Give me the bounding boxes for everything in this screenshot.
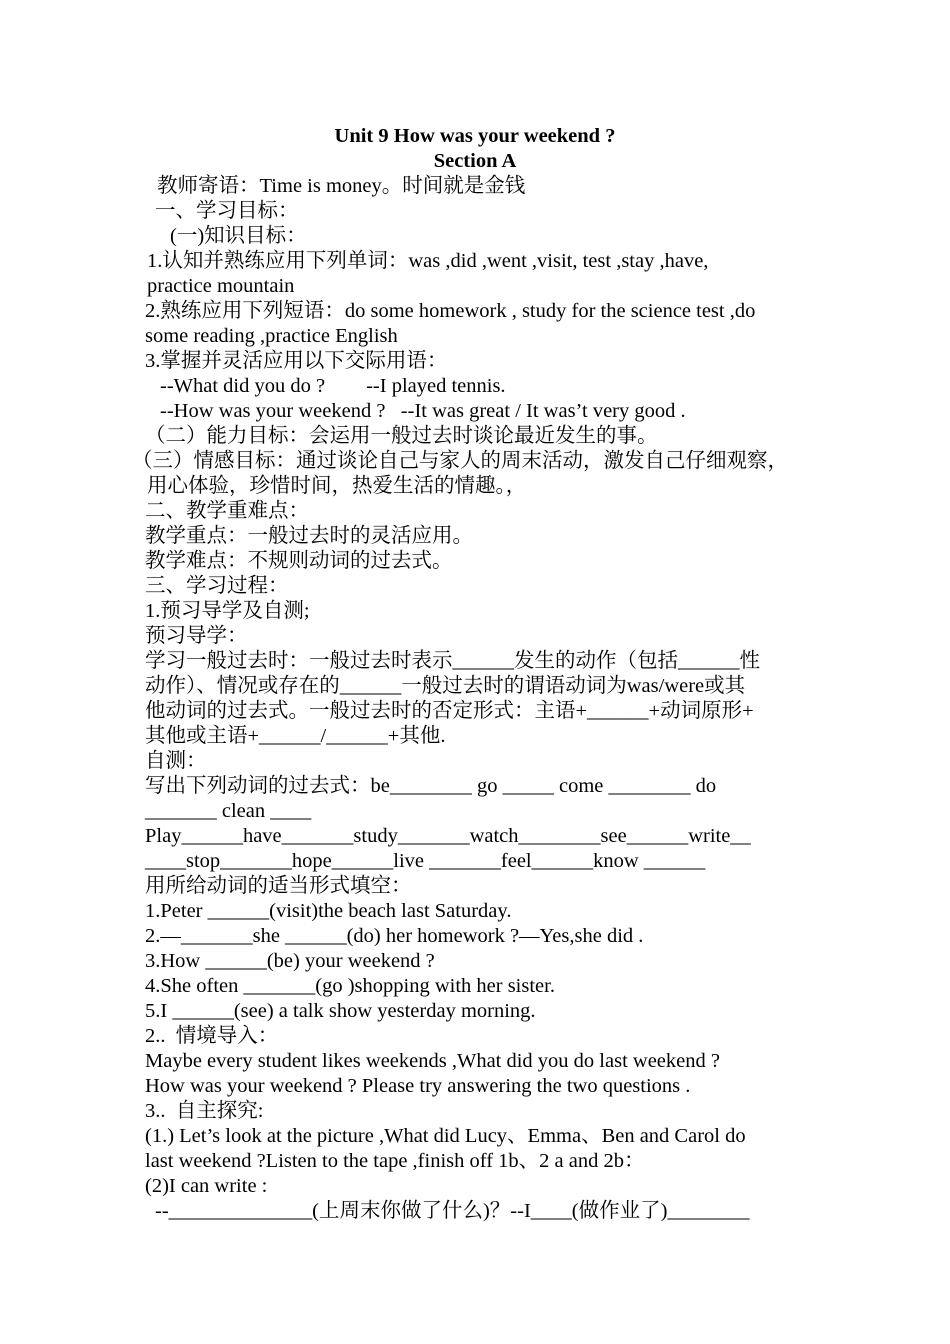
exercise-line: ____stop_______hope______live _______feel______know ______ xyxy=(145,850,706,872)
section-heading: Section A xyxy=(433,150,517,172)
text-line: 他动词的过去式。一般过去时的否定形式：主语+______+动词原形+ xyxy=(145,700,754,722)
text-line: 1.预习导学及自测; xyxy=(145,600,310,622)
dialogue-line: --What did you do ? --I played tennis. xyxy=(160,375,506,397)
heading-learning-process: 三、学习过程： xyxy=(145,575,289,597)
text-line: 用心体验，珍惜时间，热爱生活的情趣。， xyxy=(147,475,527,497)
exercise-line: _______ clean ____ xyxy=(145,800,312,822)
text-line: Maybe every student likes weekends ,What did you do last weekend ? xyxy=(145,1050,720,1072)
text-line: 学习一般过去时：一般过去时表示______发生的动作（包括______性 xyxy=(145,650,760,672)
heading-key-points: 二、教学重难点： xyxy=(145,500,309,522)
text-line: 教学难点：不规则动词的过去式。 xyxy=(145,550,453,572)
exercise-line: 写出下列动词的过去式：be________ go _____ come ________ do xyxy=(145,775,717,797)
exercise-line: 2.—_______she ______(do) her homework ?—Yes,she did . xyxy=(145,925,644,947)
text-line: 预习导学： xyxy=(145,625,248,647)
heading-learning-goals: 一、学习目标： xyxy=(155,200,299,222)
exercise-line: 3.How ______(be) your weekend ? xyxy=(145,950,435,972)
text-line: 1.认知并熟练应用下列单词：was ,did ,went ,visit, test ,stay ,have, xyxy=(147,250,709,272)
ability-goals: （二）能力目标：会运用一般过去时谈论最近发生的事。 xyxy=(145,425,658,447)
text-line: (1.) Let’s look at the picture ,What did Lucy、Emma、Ben and Carol do xyxy=(145,1125,746,1147)
text-line: practice mountain xyxy=(147,275,295,297)
text-line: How was your weekend ? Please try answering the two questions . xyxy=(145,1075,691,1097)
text-line: last weekend ?Listen to the tape ,finish off 1b、2 a and 2b： xyxy=(145,1150,645,1172)
text-line: 3.. 自主探究: xyxy=(145,1100,264,1122)
text-line: some reading ,practice English xyxy=(145,325,398,347)
subheading-knowledge-goals: (一)知识目标： xyxy=(170,225,307,247)
text-line: 自测： xyxy=(145,750,207,772)
text-line: 3.掌握并灵活应用以下交际用语： xyxy=(145,350,448,372)
text-line: 用所给动词的适当形式填空： xyxy=(145,875,412,897)
text-line: 动作）、情况或存在的______一般过去时的谓语动词为was/were或其 xyxy=(145,675,746,697)
text-line: 教学重点：一般过去时的灵活应用。 xyxy=(145,525,473,547)
text-line: 2.. 情境导入： xyxy=(145,1025,279,1047)
dialogue-line: --How was your weekend ? --It was great / It was’t very good . xyxy=(160,400,686,422)
teacher-motto: 教师寄语：Time is money。时间就是金钱 xyxy=(157,175,526,197)
exercise-line: --______________(上周末你做了什么)？--I____(做作业了)________ xyxy=(155,1200,750,1222)
emotion-goals: （三）情感目标：通过谈论自己与家人的周末活动，激发自己仔细观察， xyxy=(132,450,788,472)
exercise-line: 1.Peter ______(visit)the beach last Saturday. xyxy=(145,900,512,922)
exercise-line: 5.I ______(see) a talk show yesterday morning. xyxy=(145,1000,536,1022)
exercise-line: Play______have_______study_______watch________see______write__ xyxy=(145,825,751,847)
text-line: (2)I can write : xyxy=(145,1175,268,1197)
document-title: Unit 9 How was your weekend ? xyxy=(334,125,616,147)
exercise-line: 4.She often _______(go )shopping with her sister. xyxy=(145,975,555,997)
text-line: 其他或主语+______/______+其他. xyxy=(145,725,446,747)
text-line: 2.熟练应用下列短语：do some homework , study for the science test ,do xyxy=(145,300,756,322)
